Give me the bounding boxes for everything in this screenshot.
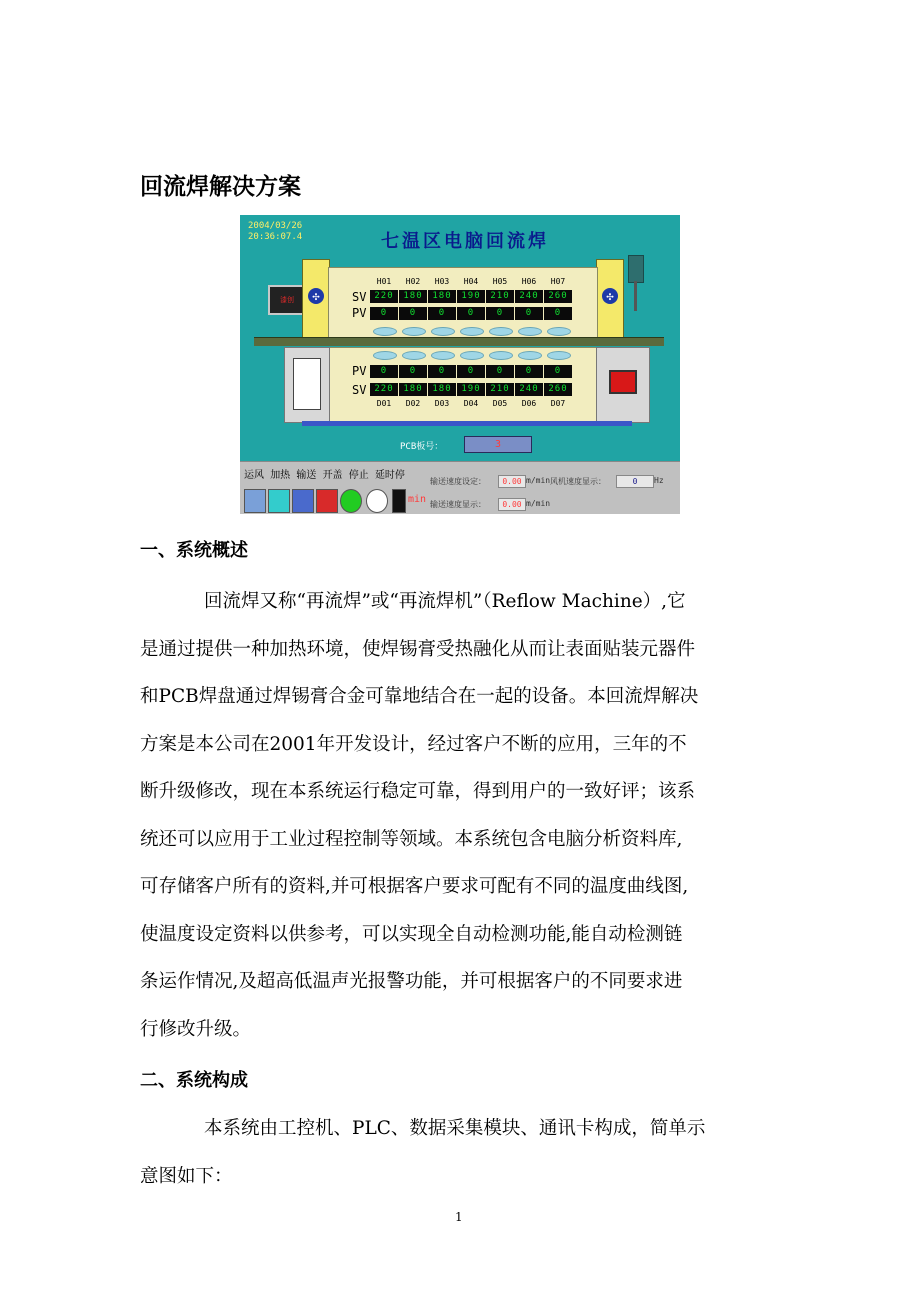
paragraph-line xyxy=(140,578,790,626)
air-nozzle-icon xyxy=(431,327,455,336)
hmi-title: 七温区电脑回流焊 xyxy=(381,231,549,252)
top-sv-display: 180 xyxy=(428,290,456,303)
paragraph-line xyxy=(140,1105,790,1153)
air-nozzle-icon xyxy=(431,351,455,360)
air-nozzle-icon xyxy=(489,351,513,360)
line-text: 是通过提供一种加热环境，使焊锡膏受热融化从而让表面贴装元器件 xyxy=(140,638,696,660)
bottom-heater-label: D05 xyxy=(492,399,508,408)
fan-speed-unit: Hz xyxy=(654,476,664,485)
hmi-time: 20:36:07.4 xyxy=(248,232,303,242)
top-heater-label: H06 xyxy=(521,277,537,286)
top-sv-display: 220 xyxy=(370,290,398,303)
conveyor-rail xyxy=(254,337,664,346)
paragraph-line xyxy=(140,958,790,1006)
computer-icon xyxy=(268,285,306,315)
control-bar xyxy=(240,461,680,514)
top-pv-display: 0 xyxy=(428,307,456,320)
pcb-label: PCB板号： xyxy=(400,442,444,452)
air-nozzle-icon xyxy=(518,327,542,336)
button-labels xyxy=(244,466,408,481)
bottom-pv-display: 0 xyxy=(457,365,485,378)
bottom-sv-display: 180 xyxy=(428,383,456,396)
bottom-sv-display: 190 xyxy=(457,383,485,396)
air-nozzle-icon xyxy=(518,351,542,360)
paragraph-line xyxy=(140,863,790,911)
air-nozzle-icon xyxy=(373,351,397,360)
fan-icon: ✣ xyxy=(602,288,618,304)
open-cover-button[interactable] xyxy=(316,489,338,513)
heat-button[interactable] xyxy=(268,489,290,513)
line-text: 可存储客户所有的资料,并可根据客户要求可配有不同的温度曲线图, xyxy=(140,876,689,897)
bottom-sv-label: SV xyxy=(352,383,367,397)
bottom-heater-label: D07 xyxy=(550,399,566,408)
air-nozzle-icon xyxy=(373,327,397,336)
line-text: 意图如下： xyxy=(140,1165,233,1187)
paragraph-line xyxy=(140,911,790,959)
air-nozzle-icon xyxy=(547,327,571,336)
bottom-pv-display: 0 xyxy=(399,365,427,378)
line-text: 断升级修改，现在本系统运行稳定可靠，得到用户的一致好评；该系 xyxy=(140,781,696,802)
top-pv-display: 0 xyxy=(515,307,543,320)
fan-speed-label: 风机速度显示： xyxy=(550,477,606,486)
top-heater-label: H01 xyxy=(376,277,392,286)
line-text: 使温度设定资料以供参考，可以实现全自动检测功能,能自动检测链 xyxy=(140,923,683,945)
delay-display xyxy=(392,489,406,513)
fan-button[interactable] xyxy=(244,489,266,513)
bottom-pv-display: 0 xyxy=(370,365,398,378)
top-sv-display: 240 xyxy=(515,290,543,303)
bottom-pv-display: 0 xyxy=(515,365,543,378)
top-pv-label: PV xyxy=(352,306,367,320)
btn-label-stop: 停止 xyxy=(348,470,369,481)
paragraph-line xyxy=(140,673,790,721)
top-sv-label: SV xyxy=(352,290,367,304)
btn-label-fan: 运风 xyxy=(244,470,264,481)
section1-heading: 一、系统概述 xyxy=(140,540,248,561)
paragraph-line xyxy=(140,816,790,864)
top-heater-label: H04 xyxy=(463,277,479,286)
exit-cabinet xyxy=(596,347,650,423)
top-pv-display: 0 xyxy=(486,307,514,320)
paragraph-line xyxy=(140,1006,790,1054)
bottom-heater-label: D06 xyxy=(521,399,537,408)
line-text: 行修改升级。 xyxy=(140,1018,252,1040)
top-sv-display: 190 xyxy=(457,290,485,303)
bottom-heater-label: D04 xyxy=(463,399,479,408)
exit-column xyxy=(596,259,624,341)
bottom-sv-display: 260 xyxy=(544,383,572,396)
pcb-number-field[interactable]: 3 xyxy=(464,436,532,453)
paragraph-line xyxy=(140,626,790,674)
top-pv-display: 0 xyxy=(544,307,572,320)
bottom-sv-display: 210 xyxy=(486,383,514,396)
paragraph-line xyxy=(140,721,790,769)
top-heater-label: H02 xyxy=(405,277,421,286)
line-text: 条运作情况,及超高低温声光报警功能，并可根据客户的不同要求进 xyxy=(140,971,683,992)
conveyor-show-field: 0.00 xyxy=(498,498,526,511)
conveyor-set-label: 输送速度设定： xyxy=(430,477,486,486)
min-label: min xyxy=(408,494,427,505)
line-text: 方案是本公司在2001年开发设计，经过客户不断的应用，三年的不 xyxy=(140,733,687,755)
base-stripe xyxy=(302,421,632,426)
bottom-heater-label: D01 xyxy=(376,399,392,408)
monitor-text: 漆创 xyxy=(280,296,294,304)
bottom-heater-label: D02 xyxy=(405,399,421,408)
conveyor-show-unit: m/min xyxy=(526,499,551,508)
bottom-sv-display: 240 xyxy=(515,383,543,396)
line-text: 和PCB焊盘通过焊锡膏合金可靠地结合在一起的设备。本回流焊解决 xyxy=(140,686,699,707)
bottom-pv-display: 0 xyxy=(486,365,514,378)
top-pv-display: 0 xyxy=(399,307,427,320)
air-nozzle-icon xyxy=(402,351,426,360)
page-number: 1 xyxy=(455,1210,463,1224)
bottom-pv-display: 0 xyxy=(544,365,572,378)
signal-tower-icon xyxy=(628,255,644,283)
line-text: 回流焊又称“再流焊”或“再流焊机”（Reflow Machine）,它 xyxy=(204,591,686,612)
bottom-pv-display: 0 xyxy=(428,365,456,378)
bottom-sv-display: 180 xyxy=(399,383,427,396)
stop-button[interactable] xyxy=(340,489,362,513)
hmi-datetime xyxy=(248,221,302,243)
top-heater-label: H03 xyxy=(434,277,450,286)
entry-cabinet xyxy=(284,347,330,423)
fan-icon: ✣ xyxy=(308,288,324,304)
btn-label-heat: 加热 xyxy=(270,470,291,481)
top-sv-display: 260 xyxy=(544,290,572,303)
btn-label-delay-stop: 延时停 xyxy=(374,470,405,481)
bottom-pv-label: PV xyxy=(352,364,367,378)
fan-speed-field: 0 xyxy=(616,475,654,488)
btn-label-open-cover: 开盖 xyxy=(322,470,343,481)
top-sv-display: 210 xyxy=(486,290,514,303)
air-nozzle-icon xyxy=(460,327,484,336)
top-sv-display: 180 xyxy=(399,290,427,303)
top-pv-display: 0 xyxy=(457,307,485,320)
btn-label-conveyor: 输送 xyxy=(296,470,317,481)
cabinet-door-icon xyxy=(293,358,321,410)
entry-column xyxy=(302,259,330,341)
reflow-hmi-screenshot xyxy=(240,215,680,514)
hmi-date: 2004/03/26 xyxy=(248,221,303,231)
air-nozzle-icon xyxy=(460,351,484,360)
air-nozzle-icon xyxy=(489,327,513,336)
section2-heading: 二、系统构成 xyxy=(140,1070,248,1091)
bottom-heater-label: D03 xyxy=(434,399,450,408)
air-nozzle-icon xyxy=(547,351,571,360)
top-heater-label: H07 xyxy=(550,277,566,286)
line-text: 本系统由工控机、PLC、数据采集模块、通讯卡构成，简单示 xyxy=(204,1118,706,1139)
line-text: 统还可以应用于工业过程控制等领域。本系统包含电脑分析资料库, xyxy=(140,828,683,850)
motor-icon xyxy=(609,370,637,394)
top-heater-label: H05 xyxy=(492,277,508,286)
bottom-sv-display: 220 xyxy=(370,383,398,396)
signal-tower-pole xyxy=(634,281,637,311)
paragraph-line xyxy=(140,768,790,816)
page-title: 回流焊解决方案 xyxy=(140,174,301,200)
air-nozzle-icon xyxy=(402,327,426,336)
conveyor-set-field[interactable]: 0.00 xyxy=(498,475,526,488)
conveyor-set-unit: m/min xyxy=(526,476,551,485)
conveyor-show-label: 输送速度显示： xyxy=(430,500,486,509)
clock-icon[interactable] xyxy=(366,489,388,513)
paragraph-line xyxy=(140,1153,790,1201)
top-pv-display: 0 xyxy=(370,307,398,320)
conveyor-button[interactable] xyxy=(292,489,314,513)
